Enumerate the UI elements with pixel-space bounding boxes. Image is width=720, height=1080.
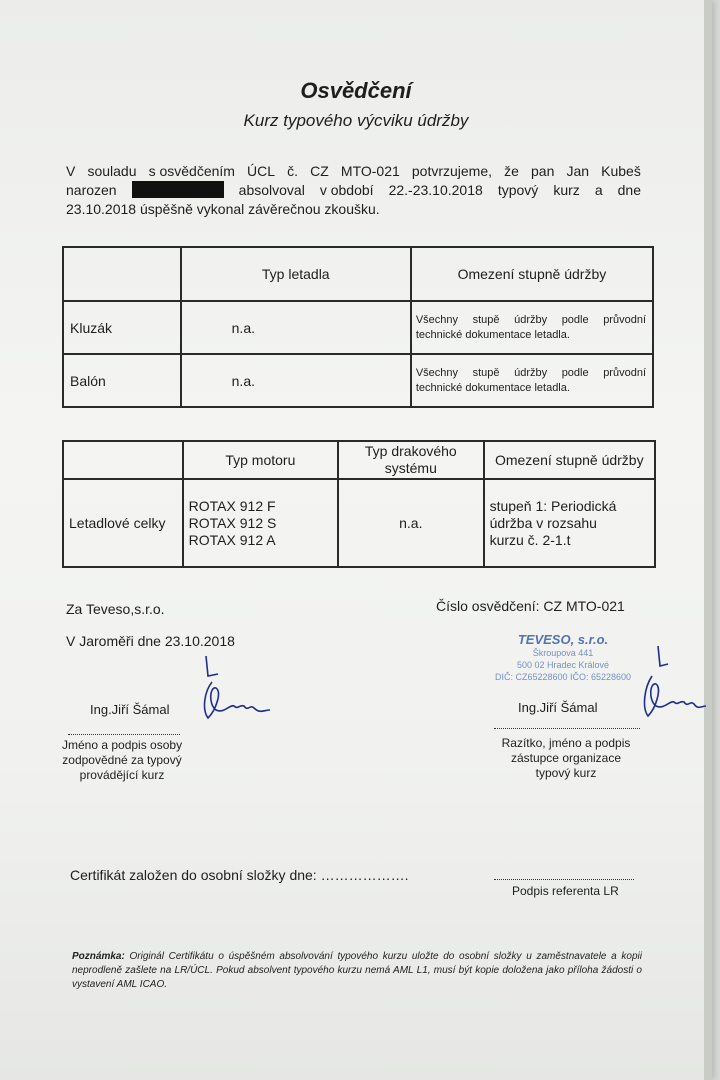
signatory-name-left: Ing.Jiří Šámal [90,702,170,717]
referent-signature-caption: Podpis referenta LR [512,884,619,898]
table-header-cell [63,441,183,479]
intro-word: a [594,182,603,198]
engine-type: ROTAX 912 S [188,514,277,531]
intro-line-2 [66,181,641,200]
intro-word: pan [531,163,555,179]
signatory-name-right: Ing.Jiří Šámal [518,700,598,715]
intro-word: souladu [87,163,137,179]
table-row [63,354,653,407]
intro-word: s osvědčením [148,163,235,179]
place-and-date: V Jaroměři dne 23.10.2018 [66,633,235,649]
filing-statement: Certifikát založen do osobní složky dne: ………………. [70,867,409,883]
stamp-line: DIČ: CZ65228600 IČO: 65228600 [494,672,632,682]
aircraft-type-cell: n.a. [181,354,411,407]
aircraft-type-cell: n.a. [181,301,411,354]
certificate-number: Číslo osvědčení: CZ MTO-021 [436,598,625,614]
intro-word: dne [617,182,641,198]
table-row [63,479,655,567]
category-cell: Letadlové celky [63,479,183,567]
table-header-row [63,247,653,301]
caption-line: typový kurz [535,766,597,780]
table-row [63,301,653,354]
intro-word: Kubeš [601,163,641,179]
caption-line: provádějící kurz [79,768,165,782]
caption-line: zástupce organizace [510,751,622,765]
stamp-line: Škroupova 441 [532,648,594,658]
limit-line: údržba v rozsahu [489,514,597,531]
limit-line: stupeň 1: Periodická [489,497,617,514]
intro-word: V [66,163,76,179]
table-header-cell: Omezení stupně údržby [484,441,655,479]
document-title: Osvědčení [300,78,412,103]
redaction-bar [132,181,224,198]
maintenance-limit-cell [484,479,655,567]
document-subtitle: Kurz typového výcviku údržby [243,111,469,130]
category-cell: Balón [63,354,181,407]
company-stamp [478,632,648,683]
intro-word: že [504,163,519,179]
intro-word: absolvoval [238,182,305,198]
intro-word: narozen [66,182,117,198]
intro-word: Jan [566,163,590,179]
issuer-company: Za Teveso,s.r.o. [66,601,165,617]
footnote-label: Poznámka: [72,951,125,962]
engine-type: ROTAX 912 F [188,497,276,514]
signature-caption-left [62,738,182,783]
aircraft-type-table [62,246,654,408]
signature-caption-right [490,736,642,781]
intro-word: 22.-23.10.2018 [388,182,483,198]
page-edge [704,0,712,1080]
airframe-type-cell: n.a. [338,479,484,567]
table-header-row [63,441,655,479]
intro-word: kurz [553,182,580,198]
intro-word: č. [287,163,299,179]
intro-word: potvrzujeme, [411,163,493,179]
stamp-line: 500 02 Hradec Králové [516,660,610,670]
intro-word: MTO-021 [340,163,400,179]
signature-left [194,652,274,724]
stamp-company-name: TEVESO, s.r.o. [517,632,609,647]
caption-line: Jméno a podpis osoby [62,738,183,752]
intro-line-1 [66,162,641,181]
engine-type-table [62,440,656,568]
table-header-cell: Omezení stupně údržby [411,247,653,301]
engine-type: ROTAX 912 A [188,531,276,548]
table-header-cell: Typ letadla [181,247,411,301]
intro-word: CZ [310,163,329,179]
signature-line-left [68,734,180,735]
intro-word: ÚCL [247,163,276,179]
footnote-text: Originál Certifikátu o úspěšném absolvování typového kurzu uložte do osobní složky u zaměstnavatele a kopii neprodleně zašlete na LR/ÚCL. Pokud absolvent typového kurzu nemá AML L1, musí být kopie doložena jako příloha žádosti o vystavení AML ICAO. [72,951,642,990]
limit-line: kurzu č. 2-1.t [489,531,571,548]
footnote [72,950,642,992]
intro-word: typový [497,182,539,198]
category-cell: Kluzák [63,301,181,354]
engine-types-cell [183,479,338,567]
intro-paragraph [66,162,641,219]
table-header-cell: Typ motoru [183,441,338,479]
intro-line-3: 23.10.2018 úspěšně vykonal závěrečnou zkoušku. [66,201,380,217]
signature-right [636,642,708,724]
maintenance-limit-cell: Všechny stupě údržby podle průvodní technické dokumentace letadla. [411,301,653,354]
maintenance-limit-cell: Všechny stupě údržby podle průvodní technické dokumentace letadla. [411,354,653,407]
table-header-cell [63,247,181,301]
intro-word: v období [319,182,374,198]
table-header-cell: Typ drakového systému [338,441,484,479]
caption-line: Razítko, jméno a podpis [501,736,631,750]
referent-signature-line [494,879,634,880]
caption-line: zodpovědné za typový [62,753,182,767]
signature-line-right [494,728,640,729]
